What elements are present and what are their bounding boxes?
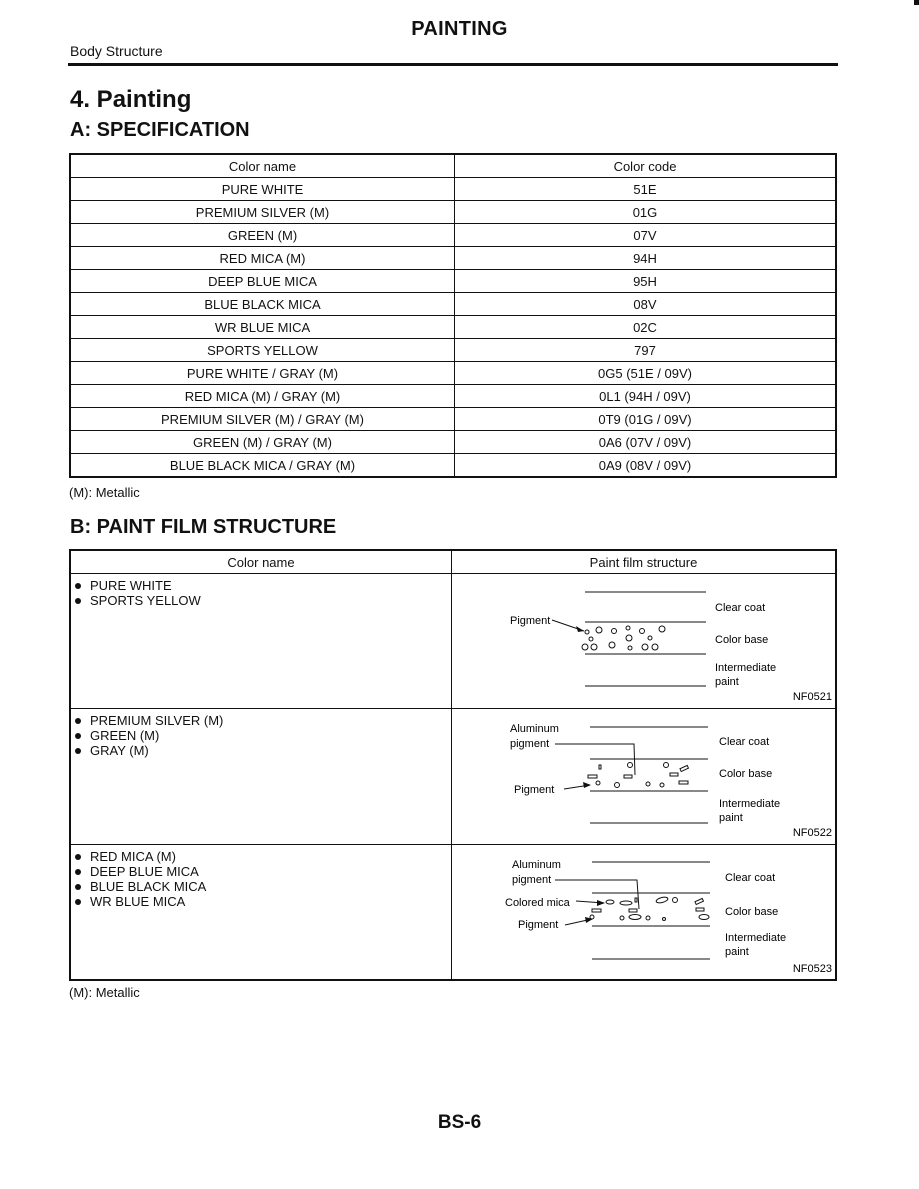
color-name-list bbox=[70, 845, 452, 981]
pigment-particles bbox=[582, 626, 665, 650]
color-name-cell: PREMIUM SILVER (M) / GRAY (M) bbox=[70, 408, 455, 431]
color-code-cell: 02C bbox=[455, 316, 837, 339]
paint-film-table bbox=[69, 549, 837, 981]
color-name-cell: PURE WHITE bbox=[70, 178, 455, 201]
color-code-cell: 01G bbox=[455, 201, 837, 224]
color-name-cell: RED MICA (M) / GRAY (M) bbox=[70, 385, 455, 408]
table-row bbox=[70, 293, 836, 316]
color-code-cell: 51E bbox=[455, 178, 837, 201]
table-row bbox=[70, 709, 836, 845]
list-item: SPORTS YELLOW bbox=[75, 593, 451, 608]
scan-edge-mark bbox=[914, 0, 919, 5]
color-code-cell: 94H bbox=[455, 247, 837, 270]
bullet-icon bbox=[75, 733, 81, 739]
list-item: RED MICA (M) bbox=[75, 849, 451, 864]
list-item: WR BLUE MICA bbox=[75, 894, 451, 909]
color-name-cell: PURE WHITE / GRAY (M) bbox=[70, 362, 455, 385]
label-aluminum: Aluminum bbox=[510, 723, 559, 735]
color-name-cell: SPORTS YELLOW bbox=[70, 339, 455, 362]
column-header-color-name: Color name bbox=[70, 154, 455, 178]
column-header-color-code: Color code bbox=[455, 154, 837, 178]
column-header-paint-film-structure: Paint film structure bbox=[452, 550, 837, 574]
spec-metallic-note: (M): Metallic bbox=[69, 485, 140, 500]
film-header-row bbox=[70, 550, 836, 574]
label-pigment: Pigment bbox=[510, 615, 551, 627]
bullet-icon bbox=[75, 854, 81, 860]
label-aluminum-pigment: pigment bbox=[510, 738, 550, 750]
color-name-cell: BLUE BLACK MICA bbox=[70, 293, 455, 316]
color-name-list bbox=[70, 574, 452, 709]
label-aluminum: Aluminum bbox=[512, 859, 561, 871]
pigment-particles bbox=[588, 763, 688, 788]
table-row bbox=[70, 270, 836, 293]
label-paint: paint bbox=[715, 676, 739, 688]
bullet-icon bbox=[75, 748, 81, 754]
table-row bbox=[70, 201, 836, 224]
color-name-cell: DEEP BLUE MICA bbox=[70, 270, 455, 293]
table-row bbox=[70, 339, 836, 362]
bullet-icon bbox=[75, 583, 81, 589]
color-name-cell: GREEN (M) / GRAY (M) bbox=[70, 431, 455, 454]
paint-film-diagram-metallic bbox=[452, 709, 835, 844]
film-diagram-cell bbox=[452, 574, 837, 709]
list-item: PREMIUM SILVER (M) bbox=[75, 713, 451, 728]
film-title: B: PAINT FILM STRUCTURE bbox=[70, 516, 337, 538]
table-row bbox=[70, 224, 836, 247]
table-row bbox=[70, 408, 836, 431]
page-number: BS-6 bbox=[437, 1112, 482, 1133]
table-row bbox=[70, 247, 836, 270]
label-pigment: Pigment bbox=[518, 919, 559, 931]
table-row bbox=[70, 845, 836, 981]
pigment-arrowhead bbox=[585, 917, 593, 923]
figure-code: NF0522 bbox=[792, 827, 832, 839]
color-name-cell: RED MICA (M) bbox=[70, 247, 455, 270]
color-code-cell: 0G5 (51E / 09V) bbox=[455, 362, 837, 385]
table-row bbox=[70, 574, 836, 709]
bullet-icon bbox=[75, 869, 81, 875]
film-metallic-note: (M): Metallic bbox=[69, 985, 140, 1000]
color-name-cell: BLUE BLACK MICA / GRAY (M) bbox=[70, 454, 455, 478]
figure-code: NF0523 bbox=[792, 963, 832, 975]
column-header-color-name: Color name bbox=[70, 550, 452, 574]
paint-film-diagram-solid bbox=[452, 574, 835, 708]
bullet-icon bbox=[75, 598, 81, 604]
table-row bbox=[70, 431, 836, 454]
label-colored-mica: Colored mica bbox=[505, 897, 570, 909]
list-item: GRAY (M) bbox=[75, 743, 451, 758]
bullet-icon bbox=[75, 884, 81, 890]
spec-title: A: SPECIFICATION bbox=[70, 119, 250, 141]
table-row bbox=[70, 178, 836, 201]
label-pigment: Pigment bbox=[514, 784, 555, 796]
film-diagram-cell bbox=[452, 845, 837, 981]
label-aluminum-pigment: pigment bbox=[512, 874, 552, 886]
color-name-list bbox=[70, 709, 452, 845]
color-code-cell: 0A6 (07V / 09V) bbox=[455, 431, 837, 454]
section-label: Body Structure bbox=[70, 43, 163, 59]
table-row bbox=[70, 362, 836, 385]
color-name-cell: WR BLUE MICA bbox=[70, 316, 455, 339]
pigment-particles bbox=[590, 896, 709, 920]
color-code-cell: 07V bbox=[455, 224, 837, 247]
specification-table bbox=[69, 153, 837, 478]
color-code-cell: 797 bbox=[455, 339, 837, 362]
table-row bbox=[70, 454, 836, 478]
label-color-base: Color base bbox=[719, 768, 773, 780]
list-item: PURE WHITE bbox=[75, 578, 451, 593]
figure-code: NF0521 bbox=[792, 691, 832, 703]
label-clear-coat: Clear coat bbox=[719, 736, 770, 748]
color-code-cell: 0T9 (01G / 09V) bbox=[455, 408, 837, 431]
bullet-icon bbox=[75, 899, 81, 905]
label-paint: paint bbox=[725, 946, 749, 958]
list-item: BLUE BLACK MICA bbox=[75, 879, 451, 894]
color-code-cell: 0A9 (08V / 09V) bbox=[455, 454, 837, 478]
chapter-title: 4. Painting bbox=[70, 86, 192, 113]
label-intermediate: Intermediate bbox=[715, 662, 777, 674]
bullet-icon bbox=[75, 718, 81, 724]
label-intermediate: Intermediate bbox=[725, 932, 787, 944]
table-row bbox=[70, 316, 836, 339]
color-code-cell: 95H bbox=[455, 270, 837, 293]
table-row bbox=[70, 385, 836, 408]
list-item: GREEN (M) bbox=[75, 728, 451, 743]
label-clear-coat: Clear coat bbox=[715, 602, 766, 614]
label-intermediate: Intermediate bbox=[719, 798, 781, 810]
color-name-cell: PREMIUM SILVER (M) bbox=[70, 201, 455, 224]
list-item: DEEP BLUE MICA bbox=[75, 864, 451, 879]
pigment-arrowhead bbox=[576, 626, 584, 632]
label-color-base: Color base bbox=[715, 634, 769, 646]
film-diagram-cell bbox=[452, 709, 837, 845]
label-color-base: Color base bbox=[725, 906, 779, 918]
color-code-cell: 0L1 (94H / 09V) bbox=[455, 385, 837, 408]
color-code-cell: 08V bbox=[455, 293, 837, 316]
pigment-arrowhead bbox=[583, 782, 591, 788]
mica-arrowhead bbox=[597, 900, 605, 906]
header-rule bbox=[68, 63, 838, 66]
spec-body bbox=[70, 178, 836, 478]
paint-film-diagram-mica bbox=[452, 845, 835, 979]
color-name-cell: GREEN (M) bbox=[70, 224, 455, 247]
label-clear-coat: Clear coat bbox=[725, 872, 776, 884]
spec-header-row bbox=[70, 154, 836, 178]
label-paint: paint bbox=[719, 812, 743, 824]
page-header-title: PAINTING bbox=[411, 18, 508, 40]
